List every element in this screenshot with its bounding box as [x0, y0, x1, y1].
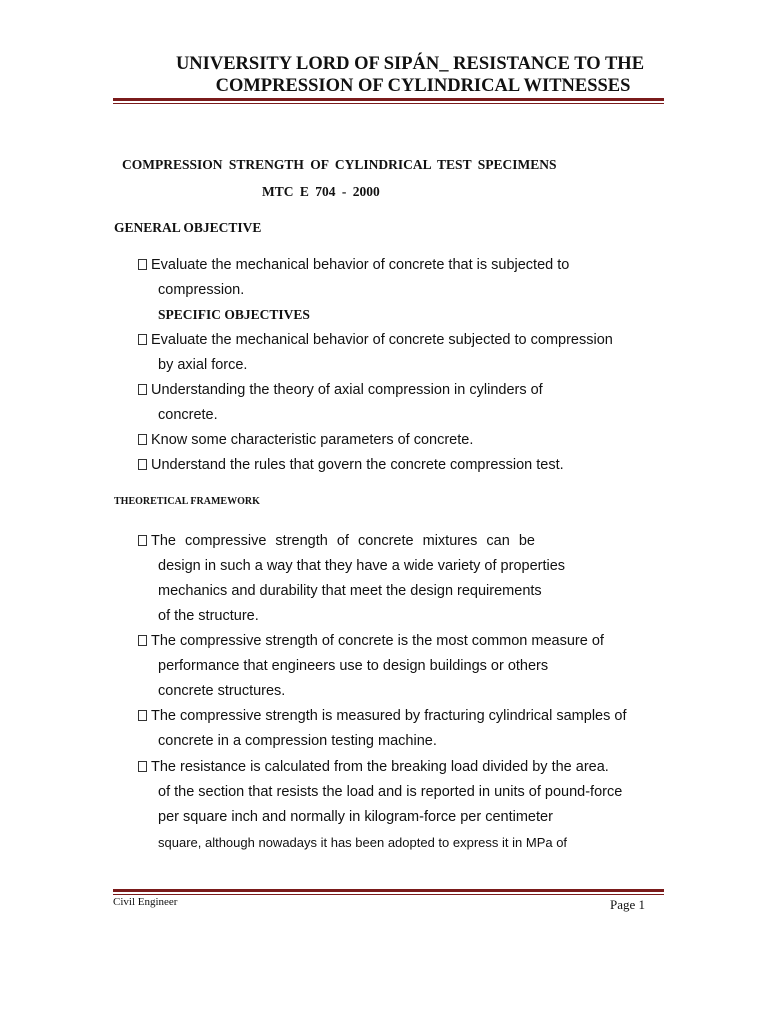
doc-title: COMPRESSION STRENGTH OF CYLINDRICAL TEST SPECIMENS: [122, 157, 557, 172]
specific-objective-item: Know some characteristic parameters of concrete.: [138, 428, 473, 453]
footer-rule: [113, 889, 664, 895]
header-line-1: UNIVERSITY LORD OF SIPÁN_ RESISTANCE TO THE: [175, 54, 645, 74]
page-header: [110, 53, 710, 97]
doc-standard-code: MTC E 704 - 2000: [262, 184, 380, 199]
specific-objective-item: Understand the rules that govern the concrete compression test.: [138, 453, 564, 478]
framework-item: The compressive strength is measured by fracturing cylindrical samples of concrete in a compression testing machine.: [138, 704, 626, 754]
general-objective-item: Evaluate the mechanical behavior of concrete that is subjected to compression.: [138, 253, 569, 303]
checkbox-bullet-icon: [138, 761, 147, 772]
specific-objectives-heading: SPECIFIC OBJECTIVES: [158, 307, 310, 322]
header-line-2: COMPRESSION OF CYLINDRICAL WITNESSES: [215, 76, 631, 96]
framework-item: The compressive strength of concrete mixtures can be design in such a way that they have a wide variety of properties mechanics and durability that meet the design requirements of the structure.: [138, 529, 565, 629]
theoretical-framework-heading: THEORETICAL FRAMEWORK: [114, 496, 260, 507]
framework-item: The compressive strength of concrete is the most common measure of performance that engineers use to design buildings or others concrete structures.: [138, 629, 604, 704]
specific-objective-item: Understanding the theory of axial compression in cylinders of concrete.: [138, 378, 543, 428]
checkbox-bullet-icon: [138, 384, 147, 395]
checkbox-bullet-icon: [138, 635, 147, 646]
checkbox-bullet-icon: [138, 459, 147, 470]
specific-objective-item: Evaluate the mechanical behavior of concrete subjected to compression by axial force.: [138, 328, 613, 378]
checkbox-bullet-icon: [138, 334, 147, 345]
header-rule: [113, 98, 664, 104]
checkbox-bullet-icon: [138, 434, 147, 445]
checkbox-bullet-icon: [138, 710, 147, 721]
framework-item: The resistance is calculated from the breaking load divided by the area. of the section that resists the load and is reported in units of pound-force per square inch and normally in kilogram-force per centimeter square, although nowadays it has been adopted to express it in MPa of: [138, 755, 622, 855]
footer-left-text: Civil Engineer: [113, 896, 178, 908]
checkbox-bullet-icon: [138, 535, 147, 546]
page-number: Page 1: [610, 897, 646, 912]
checkbox-bullet-icon: [138, 259, 147, 270]
general-objective-heading: GENERAL OBJECTIVE: [114, 220, 262, 235]
